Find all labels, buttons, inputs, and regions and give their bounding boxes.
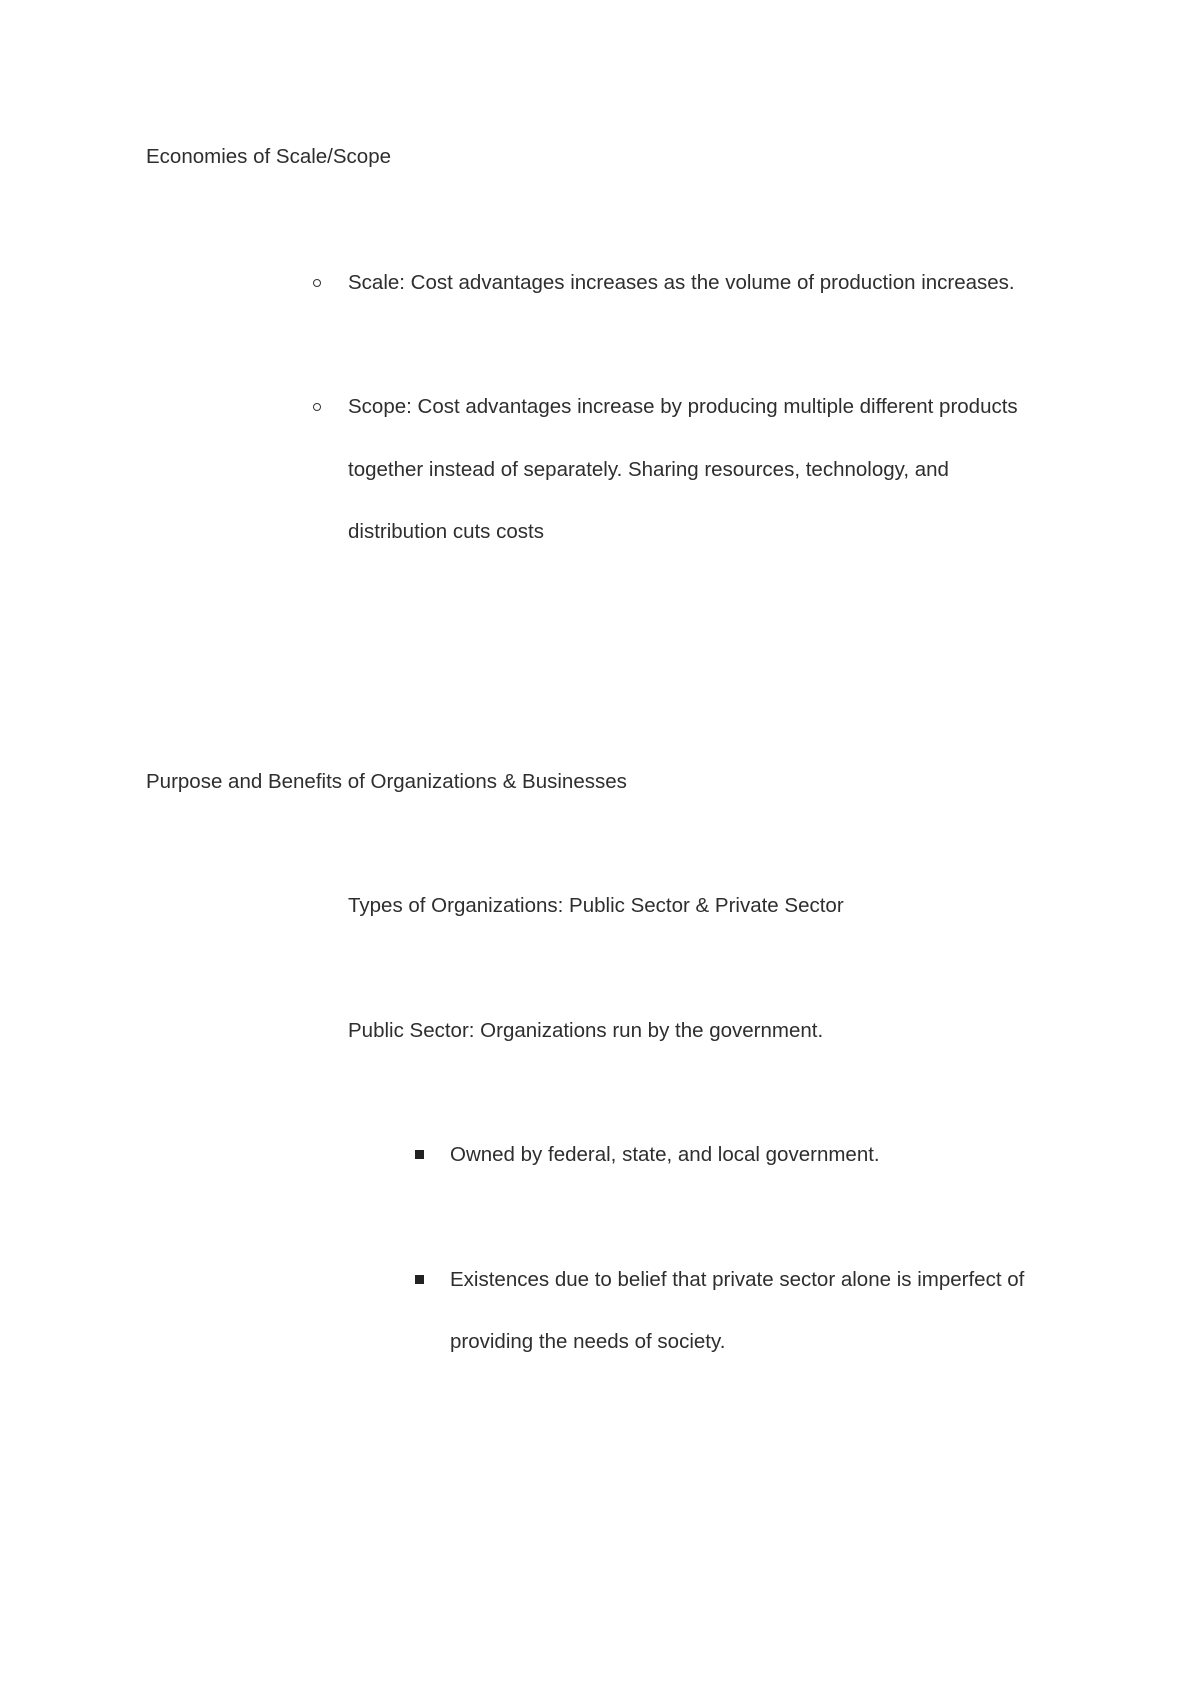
- filled-square-bullet-icon: [415, 1150, 424, 1159]
- section-heading-purpose: Purpose and Benefits of Organizations & Businesses: [146, 770, 627, 793]
- hollow-circle-bullet-icon: [313, 279, 321, 287]
- list-item-scope-line-2: together instead of separately. Sharing resources, technology, and: [348, 458, 949, 481]
- sub-item-existences-line-1: Existences due to belief that private sector alone is imperfect of: [450, 1268, 1025, 1291]
- public-sector-line: Public Sector: Organizations run by the government.: [348, 1019, 824, 1042]
- sub-item-owned: Owned by federal, state, and local government.: [450, 1143, 880, 1166]
- list-item-scope-line-1: Scope: Cost advantages increase by producing multiple different products: [348, 395, 1018, 418]
- list-item-scale: Scale: Cost advantages increases as the volume of production increases.: [348, 271, 1015, 294]
- sub-item-existences-line-2: providing the needs of society.: [450, 1330, 726, 1353]
- filled-square-bullet-icon: [415, 1275, 424, 1284]
- hollow-circle-bullet-icon: [313, 403, 321, 411]
- section-heading-economies: Economies of Scale/Scope: [146, 145, 391, 168]
- types-of-organizations-line: Types of Organizations: Public Sector & Private Sector: [348, 894, 844, 917]
- list-item-scope-line-3: distribution cuts costs: [348, 520, 544, 543]
